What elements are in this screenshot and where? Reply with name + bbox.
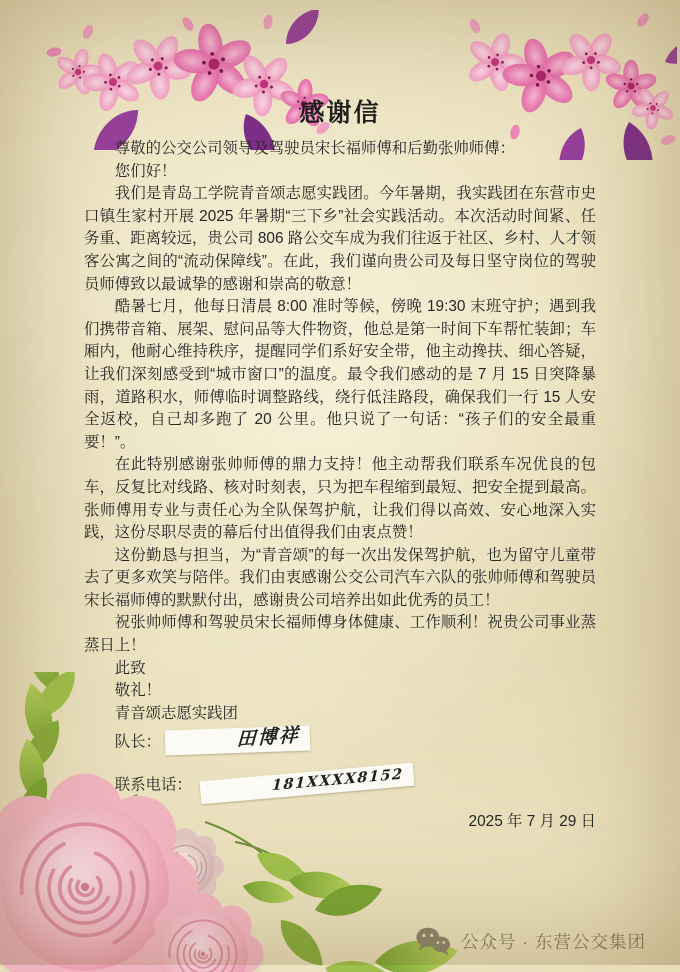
official-account-text: 公众号 · 东营公交集团 bbox=[460, 931, 646, 952]
paragraph-4: 这份勤恳与担当，为“青音颂”的每一次出发保驾护航，也为留守儿童带去了更多欢笑与陪伴。我们由衷感谢公交公司汽车六队的张帅师傅和驾驶员宋长福师傅的默默付出，感谢贵公司培养出如此优秀的员工！ bbox=[84, 546, 596, 609]
closing-cizhi: 此致 bbox=[114, 659, 146, 677]
leader-row bbox=[84, 724, 596, 755]
paragraph-2: 酷暑七月，他每日清晨 8:00 准时等候，傍晚 19:30 末班守护；遇到我们携带音箱、展架、慰问品等大件物资，他总是第一时间下车帮忙装卸；车厢内，他耐心维持秩序，提醒同学们系好安全带，他主动搀扶、细心答疑，让我们深刻感受到“城市窗口”的温度。最令我们感动的是 7 月 15 日突降暴雨，道路积水，师傅临时调整路线，绕行低洼路段，确保我们一行 15 人安全返校，自己却多跑了 20 公里。他只说了一句话：“孩子们的安全最重要！”。 bbox=[84, 298, 596, 451]
phone-slip bbox=[199, 763, 414, 804]
page-title: 感谢信 bbox=[299, 99, 381, 127]
salutation: 尊敬的公交公司领导及驾驶员宋长福师傅和后勤张帅师傅： bbox=[114, 140, 515, 157]
phone-label: 联系电话： bbox=[114, 776, 192, 794]
closing-jingli: 敬礼！ bbox=[114, 682, 161, 700]
thank-you-letter bbox=[84, 97, 596, 834]
leader-label: 队长： bbox=[114, 733, 161, 751]
paragraph-3: 在此特别感谢张帅师傅的鼎力支持！他主动帮我们联系车况优良的包车，反复比对线路、核对时刻表，只为把车程缩到最短、把安全提到最高。张师傅用专业与责任心为全队保驾护航，让我们得以高效、安心地深入实践，这份尽职尽责的幕后付出值得我们由衷点赞！ bbox=[84, 456, 596, 542]
team-name: 青音颂志愿实践团 bbox=[114, 704, 238, 722]
phone-row bbox=[84, 765, 596, 797]
wechat-icon bbox=[414, 926, 452, 956]
paragraph-1: 我们是青岛工学院青音颂志愿实践团。今年暑期，我实践团在东营市史口镇生家村开展 2025 年暑期“三下乡”社会实践活动。本次活动时间紧、任务重、距离较远，贵公司 806 路公交车成为我们往返于社区、乡村、人才领客公寓之间的“流动保障线”。在此，我们谨向贵公司及每日坚守岗位的驾驶员师傅致以最诚挚的感谢和崇高的敬意！ bbox=[84, 185, 596, 293]
leader-signature-slip bbox=[165, 726, 310, 756]
greeting: 您们好！ bbox=[114, 162, 177, 180]
footer-official-account bbox=[414, 926, 646, 956]
letter-date: 2025 年 7 月 29 日 bbox=[468, 812, 596, 830]
leader-signature: 田博祥 bbox=[236, 724, 301, 752]
phone-value: 181XXXX8152 bbox=[271, 765, 404, 795]
paragraph-5: 祝张帅师傅和驾驶员宋长福师傅身体健康、工作顺利！祝贵公司事业蒸蒸日上！ bbox=[84, 614, 596, 655]
